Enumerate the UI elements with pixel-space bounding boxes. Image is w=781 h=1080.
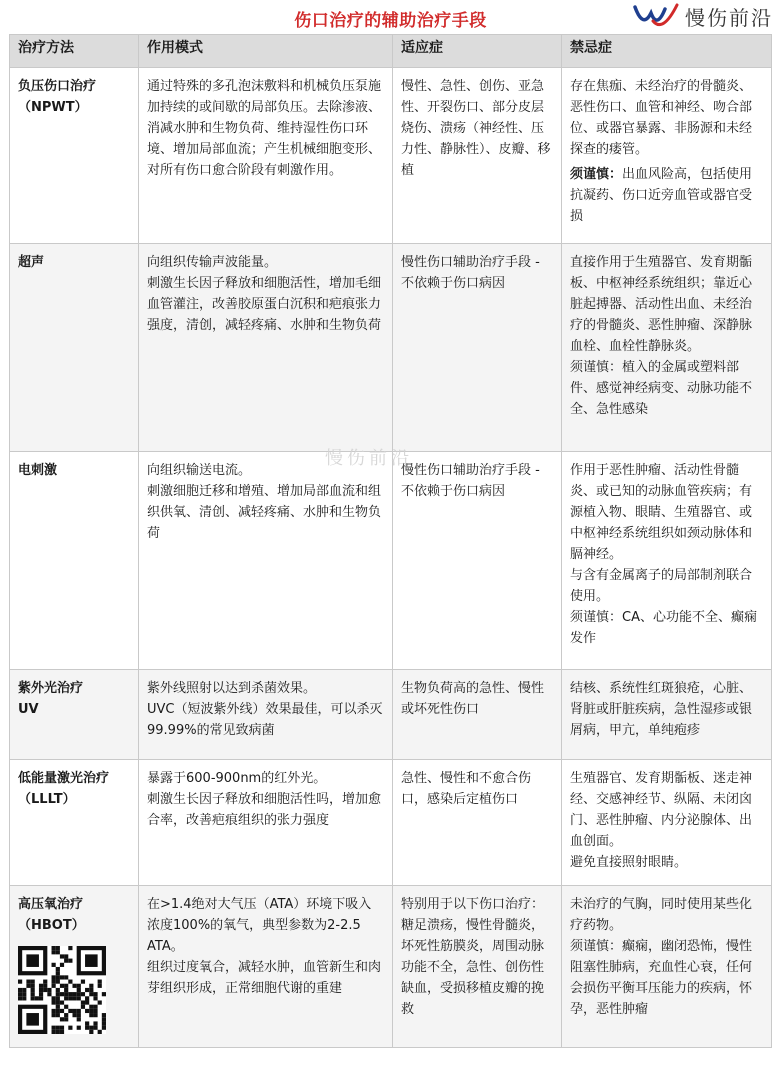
table-row (10, 68, 772, 244)
cell-mode (139, 452, 393, 670)
column-header-mode: 作用模式 (139, 35, 393, 68)
brand-logo-icon (633, 3, 679, 31)
cell-method (10, 886, 139, 1048)
method-name-line: 电刺激 (18, 463, 58, 478)
cell-indication-text: 急性、慢性和不愈合伤口，感染后定植伤口 (401, 771, 532, 807)
cell-mode (139, 760, 393, 886)
cell-indication (393, 452, 562, 670)
cell-method (10, 760, 139, 886)
cell-contraindication-text: 未治疗的气胸，同时使用某些化疗药物。 (570, 897, 753, 933)
cell-mode-text: 紫外线照射以达到杀菌效果。 (147, 681, 317, 696)
method-name-line: 负压伤口治疗 (18, 79, 97, 94)
method-name-line: （LLLT） (18, 792, 76, 807)
cell-mode (139, 670, 393, 760)
cell-mode-text: 组织过度氧合，减轻水肿，血管新生和肉芽组织形成，正常细胞代谢的重建 (147, 960, 382, 996)
cell-mode-text: 刺激生长因子释放和细胞活性，增加毛细血管灌注，改善胶原蛋白沉积和疤痕张力强度，清创，减轻疼痛、水肿和生物负荷 (147, 276, 382, 333)
caution-label: 须谨慎： (570, 167, 623, 182)
column-header-indication: 适应症 (393, 35, 562, 68)
column-header-method: 治疗方法 (10, 35, 139, 68)
cell-contraindication-text: 须谨慎：植入的金属或塑料部件、感觉神经病变、动脉功能不全、急性感染 (570, 360, 753, 417)
cell-indication-text: 生物负荷高的急性、慢性或坏死性伤口 (401, 681, 545, 717)
cell-indication-text: 慢性伤口辅助治疗手段 - 不依赖于伤口病因 (401, 255, 540, 291)
cell-mode (139, 886, 393, 1048)
brand-text: 慢伤前沿 (685, 6, 773, 30)
page-header (0, 0, 781, 34)
method-name-line: 紫外光治疗 (18, 681, 84, 696)
method-name-line: 低能量激光治疗 (18, 771, 110, 786)
qr-code-icon (18, 946, 106, 1034)
cell-indication-text: 特别用于以下伤口治疗：糖足溃疡，慢性骨髓炎，坏死性筋膜炎，周围动脉功能不全，急性、创伤性缺血，受损移植皮瓣的挽救 (401, 897, 545, 1017)
cell-contraindication (562, 452, 772, 670)
cell-mode (139, 68, 393, 244)
caution-text: 出血风险高，包括使用抗凝药、伤口近旁血管或器官受损 (570, 167, 753, 224)
cell-contraindication-text: 作用于恶性肿瘤、活动性骨髓炎、或已知的动脉血管疾病；有源植入物、眼睛、生殖器官、或中枢神经系统组织如颈动脉体和膈神经。 (570, 463, 753, 562)
treatment-table (9, 34, 772, 1048)
cell-contraindication-text: 须谨慎：CA、心功能不全、癫痫发作 (570, 610, 757, 646)
page-title: 伤口治疗的辅助治疗手段 (294, 11, 487, 31)
caution-note (570, 164, 763, 227)
cell-method (10, 68, 139, 244)
cell-contraindication (562, 670, 772, 760)
table-row (10, 670, 772, 760)
cell-contraindication-text: 直接作用于生殖器官、发育期骺板、中枢神经系统组织；靠近心脏起搏器、活动性出血、未经治疗的骨髓炎、恶性肿瘤、深静脉血栓、血栓性静脉炎。 (570, 255, 753, 354)
cell-mode-text: 通过特殊的多孔泡沫敷料和机械负压泵施加持续的或间歇的局部负压。去除渗液、消减水肿和生物负荷、维持湿性伤口环境、增加局部血流；产生机械细胞变形、对所有伤口愈合阶段有刺激作用。 (147, 79, 382, 178)
cell-mode-text: 暴露于600-900nm的红外光。 (147, 771, 327, 786)
table-row (10, 760, 772, 886)
cell-mode-text: UVC（短波紫外线）效果最佳，可以杀灭99.99%的常见致病菌 (147, 702, 383, 738)
table-row (10, 886, 772, 1048)
table-row (10, 244, 772, 452)
cell-indication (393, 886, 562, 1048)
cell-method (10, 670, 139, 760)
watermark: 慢伤前沿 (325, 448, 413, 469)
method-name-line: 高压氧治疗 (18, 897, 84, 912)
method-name-line: （HBOT） (18, 918, 85, 933)
cell-contraindication-text: 避免直接照射眼睛。 (570, 855, 688, 870)
cell-contraindication-text: 生殖器官、发育期骺板、迷走神经、交感神经节、纵隔、未闭囟门、恶性肿瘤、内分泌腺体、出血创面。 (570, 771, 753, 849)
cell-method (10, 244, 139, 452)
method-name-line: UV (18, 702, 39, 717)
table-row (10, 452, 772, 670)
cell-indication-text: 慢性伤口辅助治疗手段 - 不依赖于伤口病因 (401, 463, 540, 499)
cell-mode-text: 向组织传输声波能量。 (147, 255, 278, 270)
cell-contraindication (562, 886, 772, 1048)
method-name-line: 超声 (18, 255, 45, 270)
cell-mode (139, 244, 393, 452)
cell-mode-text: 刺激细胞迁移和增殖、增加局部血流和组织供氧、清创、减轻疼痛、水肿和生物负荷 (147, 484, 382, 541)
cell-indication (393, 670, 562, 760)
table-header-row (10, 35, 772, 68)
brand (633, 2, 773, 31)
cell-contraindication-text: 存在焦痂、未经治疗的骨髓炎、恶性伤口、血管和神经、吻合部位、或器官暴露、非肠源和未经探查的瘘管。 (570, 79, 753, 157)
cell-mode-text: 刺激生长因子释放和细胞活性吗，增加愈合率，改善疤痕组织的张力强度 (147, 792, 382, 828)
column-header-contraindication: 禁忌症 (562, 35, 772, 68)
cell-indication (393, 68, 562, 244)
cell-indication (393, 244, 562, 452)
cell-contraindication (562, 244, 772, 452)
cell-indication-text: 慢性、急性、创伤、亚急性、开裂伤口、部分皮层烧伤、溃疡（神经性、压力性、静脉性）、皮瓣、移植 (401, 79, 551, 178)
cell-contraindication (562, 68, 772, 244)
cell-mode-text: 向组织输送电流。 (147, 463, 252, 478)
cell-contraindication-text: 与含有金属离子的局部制剂联合使用。 (570, 568, 753, 604)
cell-contraindication (562, 760, 772, 886)
cell-method (10, 452, 139, 670)
method-name-line: （NPWT） (18, 100, 88, 115)
cell-contraindication-text: 须谨慎：癫痫，幽闭恐怖，慢性阻塞性肺病，充血性心衰，任何会损伤平衡耳压能力的疾病，怀孕，恶性肿瘤 (570, 939, 753, 1017)
cell-contraindication-text: 结核、系统性红斑狼疮，心脏、肾脏或肝脏疾病，急性湿疹或银屑病，甲亢，单纯疱疹 (570, 681, 753, 738)
cell-mode-text: 在>1.4绝对大气压（ATA）环境下吸入浓度100%的氧气，典型参数为2-2.5 ATA。 (147, 897, 372, 954)
cell-indication (393, 760, 562, 886)
